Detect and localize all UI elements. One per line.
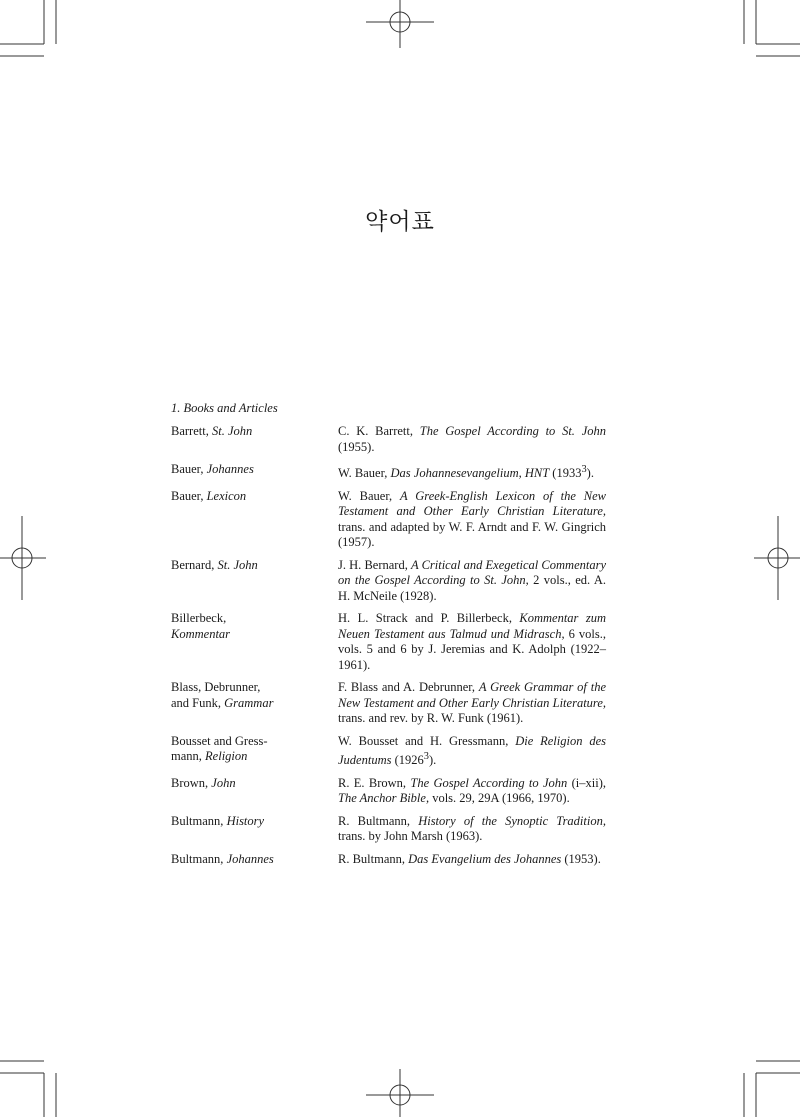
text-run: and Funk, — [171, 695, 225, 710]
text-run: A Critical and Exegetical Commentary on the Gospel According to St. John, — [338, 557, 606, 588]
abbreviation — [171, 424, 338, 455]
abbreviation-entry — [171, 558, 607, 605]
abbreviation — [171, 680, 338, 727]
text-run: ). — [428, 753, 437, 768]
text-run: trans. by John Marsh (1963). — [338, 829, 483, 844]
text-run: Kommentar — [171, 626, 231, 641]
text-run: Bauer, — [171, 488, 207, 503]
text-run: Grammar — [224, 695, 274, 710]
abbreviation — [171, 776, 338, 807]
abbreviation-entry — [171, 776, 607, 807]
text-run: The Anchor Bible, — [338, 791, 430, 806]
text-run: Das Evangelium des Johannes — [408, 851, 562, 866]
text-run: Johannes — [206, 462, 254, 476]
text-run: vols. 29, 29A (1966, 1970). — [429, 791, 570, 806]
text-run: (1955). — [338, 439, 375, 454]
abbreviation — [171, 814, 338, 845]
text-run: (1933 — [549, 466, 582, 481]
full-citation — [338, 462, 606, 482]
text-run: Johannes — [226, 851, 274, 866]
full-citation — [338, 680, 606, 727]
text-run: mann, — [171, 749, 206, 764]
text-run: Blass, Debrunner, — [171, 680, 261, 695]
text-run: F. Blass and A. Debrunner, — [338, 680, 479, 695]
abbreviation-entry — [171, 814, 607, 845]
text-run: (i–xii), — [567, 775, 606, 790]
text-run: W. Bauer, — [338, 488, 400, 503]
abbreviation-list — [171, 424, 607, 874]
full-citation — [338, 776, 606, 807]
text-run: R. E. Brown, — [338, 775, 411, 790]
text-run: Kommentar zum Neuen Testament aus Talmud und Midrasch, — [338, 611, 606, 641]
text-run: Billerbeck, — [171, 611, 227, 626]
full-citation — [338, 611, 606, 673]
text-run: W. Bauer, — [338, 466, 391, 481]
text-run: Bernard, — [171, 557, 218, 572]
abbreviation — [171, 558, 338, 605]
full-citation — [338, 424, 606, 455]
full-citation — [338, 558, 606, 605]
text-run: C. K. Barrett, — [338, 424, 420, 438]
text-run: trans. and adapted by W. F. Arndt and F. W. Gingrich (1957). — [338, 519, 606, 550]
abbreviation-entry — [171, 424, 607, 455]
text-run: W. Bousset and H. Gressmann, — [338, 733, 516, 748]
text-run: H. L. Strack and P. Billerbeck, — [338, 611, 520, 626]
text-run: A Greek Grammar of the New Testament and Other Early Christian Literature, — [338, 680, 606, 710]
text-run: Bauer, — [171, 462, 207, 476]
abbreviation-entry — [171, 611, 607, 673]
text-run: Bultmann, — [171, 851, 227, 866]
text-run: History of the Synoptic Tradition, — [418, 813, 606, 828]
text-run: Die Religion des Judentums — [338, 733, 606, 768]
text-run: John — [211, 775, 236, 790]
abbreviation — [171, 489, 338, 551]
full-citation — [338, 852, 606, 868]
text-run: 2 vols., ed. A. H. McNeile (1928). — [338, 573, 606, 603]
text-run: Das Johannesevangelium, HNT — [390, 466, 550, 481]
text-run: R. Bultmann, — [338, 851, 409, 866]
page-title: 약어표 — [365, 209, 435, 235]
abbreviation — [171, 734, 338, 769]
text-run: 3 — [581, 464, 587, 475]
abbreviation-entry — [171, 734, 607, 769]
text-run: ). — [586, 466, 594, 481]
abbreviation-entry — [171, 489, 607, 551]
text-run: 3 — [423, 751, 429, 763]
text-run: The Gospel According to John — [410, 775, 568, 790]
text-run: (1926 — [391, 753, 424, 768]
text-run: Lexicon — [206, 488, 247, 503]
abbreviation — [171, 852, 338, 868]
text-run: Brown, — [171, 775, 212, 790]
text-run: Bultmann, — [171, 813, 227, 828]
text-run: J. H. Bernard, — [338, 557, 411, 572]
full-citation — [338, 814, 606, 845]
abbreviation — [171, 611, 338, 673]
full-citation — [338, 734, 606, 769]
text-run: A Greek-English Lexicon of the New Testament and Other Early Christian Literature, — [338, 488, 606, 519]
text-run: 6 vols., vols. 5 and 6 by J. Jeremias and K. Adolph (1922–1961). — [338, 626, 606, 672]
text-run: (1953). — [561, 851, 601, 866]
text-run: Barrett, — [171, 424, 212, 438]
text-run: The Gospel According to St. John — [419, 424, 606, 438]
section-heading: 1. Books and Articles — [171, 401, 278, 415]
text-run: St. John — [217, 557, 258, 572]
text-run: trans. and rev. by R. W. Funk (1961). — [338, 711, 524, 726]
text-run: Bousset and Gress- — [171, 733, 268, 748]
abbreviation-entry — [171, 852, 607, 868]
abbreviation-entry — [171, 680, 607, 727]
abbreviation — [171, 462, 338, 482]
text-run: R. Bultmann, — [338, 813, 419, 828]
text-run: St. John — [211, 424, 253, 438]
full-citation — [338, 489, 606, 551]
text-run: Religion — [205, 749, 248, 764]
text-run: History — [226, 813, 265, 828]
abbreviation-entry — [171, 462, 607, 482]
